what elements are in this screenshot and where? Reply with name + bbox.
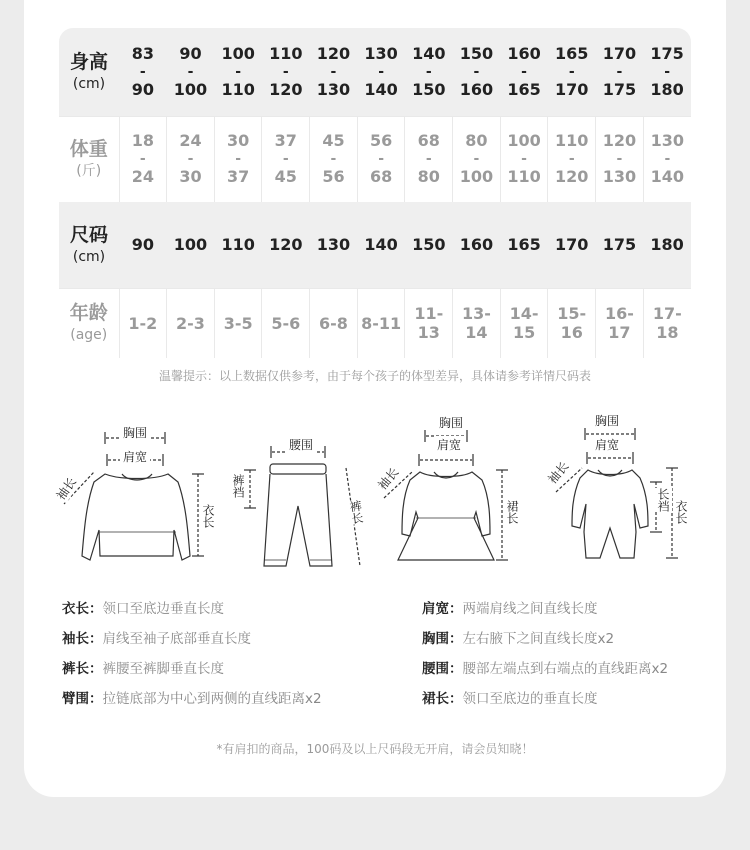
legend-right-2: 腰围：腰部左端点到右端点的直线距离x2 [422,661,669,677]
range-dash: - [664,151,671,168]
range-to: 37 [227,167,250,187]
range-from: 90 [179,43,202,63]
size-cell: 140 [364,235,398,255]
range-from: 175 [650,43,684,63]
row-unit: (cm) [72,248,106,265]
range-dash: - [378,151,385,168]
size-row-header [59,202,119,288]
size-row-header [59,288,119,358]
range-dash: - [378,63,385,80]
range-to: 80 [417,167,440,187]
size-cell: 1-2 [119,288,167,358]
romper-crotch-label: 长裆 [656,488,670,512]
range-dash: - [187,63,194,80]
size-cell [214,116,262,202]
range-to: 175 [602,79,637,99]
size-cell [405,28,453,116]
size-cell [500,116,548,202]
size-cell [262,28,310,116]
range-from: 24 [179,131,202,151]
range-to: 120 [269,79,303,99]
range-dash: - [330,151,337,168]
sweater-length-label: 衣长 [201,504,215,528]
footnote: *有肩扣的商品，100码及以上尺码段无开肩，请会员知晓！ [216,742,534,756]
size-row-header [59,28,119,116]
range-dash: - [473,151,480,168]
size-cell: 8-11 [357,288,405,358]
size-cell [548,28,596,116]
range-to: 130 [316,79,351,99]
range-from: 110 [555,131,589,151]
range-from: 100 [507,131,541,151]
size-cell: 165 [507,235,541,255]
range-from: 100 [221,43,255,63]
size-cell [167,116,215,202]
range-dash: - [139,63,146,80]
legend-left-3: 臂围：拉链底部为中心到两侧的直线距离x2 [62,691,322,707]
legend-left-2: 裤长：裤腰至裤脚垂直长度 [62,661,224,677]
range-to: 165 [507,79,541,99]
legend-left-0: 衣长：领口至底边垂直长度 [62,601,224,617]
range-dash: - [521,151,527,168]
range-dash: - [187,151,194,168]
sweater-chest-label: 胸围 [120,424,150,441]
range-dash: - [425,151,432,168]
range-from: 18 [131,131,154,151]
range-to: 160 [459,79,494,99]
size-cell [310,116,358,202]
size-cell [119,28,167,116]
size-row-header [59,116,119,202]
size-cell [596,116,644,202]
size-cell: 14-15 [500,288,548,358]
range-to: 56 [322,167,345,187]
range-dash: - [521,63,527,80]
range-dash: - [235,63,242,80]
range-dash: - [282,63,289,80]
size-cell: 175 [602,235,637,255]
pants-crotch-label: 裤裆 [231,474,245,498]
size-cell: 120 [269,235,303,255]
size-cell: 100 [173,235,208,255]
range-from: 165 [555,43,589,63]
size-cell [596,28,644,116]
size-cell [548,116,596,202]
range-to: 24 [131,167,154,187]
range-from: 130 [364,43,398,63]
range-from: 30 [227,131,250,151]
pants-figure [244,446,360,566]
pants-waist-label: 腰围 [286,436,316,453]
range-dash: - [330,63,337,80]
range-dash: - [235,151,242,168]
range-to: 150 [412,79,446,99]
garment-diagram [50,408,710,584]
size-cell [453,28,501,116]
range-dash: - [568,151,575,168]
size-cell [167,28,215,116]
range-to: 140 [650,167,685,187]
size-cell: 16-17 [596,288,644,358]
range-from: 170 [602,43,637,63]
size-cell [453,116,501,202]
dress-chest-label: 胸围 [436,414,466,431]
range-to: 90 [131,79,154,99]
range-dash: - [616,151,623,168]
row-label: 身高 [69,50,108,73]
romper-shoulder-label: 肩宽 [592,436,622,453]
range-from: 110 [269,43,303,63]
range-from: 56 [369,131,393,151]
range-from: 80 [465,131,488,151]
range-to: 110 [507,167,541,187]
size-cell: 11-13 [405,288,453,358]
romper-sleeve-label: 袖长 [545,459,572,487]
range-dash: - [664,63,671,80]
range-to: 30 [179,167,202,187]
row-label: 年龄 [69,302,108,325]
romper-chest-label: 胸围 [592,412,622,429]
range-from: 83 [131,43,154,63]
size-cell: 110 [221,235,255,255]
range-from: 140 [412,43,446,63]
size-row-weight [59,116,691,202]
row-unit: (cm) [72,75,106,92]
range-to: 120 [555,167,589,187]
dress-shoulder-label: 肩宽 [434,436,464,453]
size-cell [405,116,453,202]
size-cell: 130 [316,235,351,255]
range-dash: - [425,63,432,80]
size-cell: 90 [131,235,154,255]
range-to: 100 [459,167,494,187]
range-from: 37 [274,131,297,151]
size-cell [500,28,548,116]
size-cell: 3-5 [214,288,262,358]
tip-text: 温馨提示：以上数据仅供参考，由于每个孩子的体型差异，具体请参考详情尺码表 [158,369,591,383]
legend-right-0: 肩宽：两端肩线之间直线长度 [422,601,598,617]
range-from: 120 [316,43,351,63]
range-to: 100 [173,79,208,99]
range-from: 130 [650,131,685,151]
row-unit: (斤) [76,163,102,180]
range-from: 160 [507,43,541,63]
range-from: 120 [602,131,637,151]
size-cell [310,28,358,116]
range-to: 110 [221,79,255,99]
size-cell: 6-8 [310,288,358,358]
size-cell [119,116,167,202]
size-cell [643,28,691,116]
size-cell [357,28,405,116]
range-to: 130 [602,167,637,187]
size-cell [214,28,262,116]
size-table [59,28,691,358]
size-cell: 160 [459,235,494,255]
legend-right-3: 裙长：领口至底边的垂直长度 [422,691,598,707]
range-to: 68 [369,167,393,187]
range-to: 45 [274,167,297,187]
legend-right-1: 胸围：左右腋下之间直线长度x2 [422,631,615,647]
dress-length-label: 裙长 [505,500,519,524]
legend-left-1: 袖长：肩线至袖子底部垂直长度 [62,631,251,647]
size-row-size [59,202,691,288]
range-dash: - [616,63,623,80]
size-row-age [59,288,691,358]
range-to: 170 [555,79,589,99]
row-label: 体重 [69,138,108,161]
row-unit: (age) [70,327,108,344]
size-cell [643,116,691,202]
size-cell [357,116,405,202]
sweater-sleeve-label: 袖长 [53,474,80,503]
range-dash: - [473,63,480,80]
range-dash: - [139,151,146,168]
range-from: 45 [322,131,345,151]
size-cell: 5-6 [262,288,310,358]
size-cell: 17-18 [643,288,691,358]
romper-length-label: 衣长 [674,500,688,524]
size-row-height [59,28,691,116]
dress-sleeve-label: 袖长 [375,465,402,493]
size-cell: 2-3 [167,288,215,358]
range-to: 140 [364,79,398,99]
size-cell [262,116,310,202]
range-dash: - [282,151,289,168]
range-dash: - [568,63,575,80]
size-cell: 150 [412,235,446,255]
pants-length-label: 裤长 [347,499,365,525]
range-from: 150 [459,43,494,63]
row-label: 尺码 [69,223,108,246]
size-cell: 170 [555,235,589,255]
sweater-shoulder-label: 肩宽 [120,448,150,465]
size-cell: 15-16 [548,288,596,358]
range-from: 68 [417,131,440,151]
range-to: 180 [650,79,684,99]
size-cell: 180 [650,235,684,255]
size-cell: 13-14 [453,288,501,358]
